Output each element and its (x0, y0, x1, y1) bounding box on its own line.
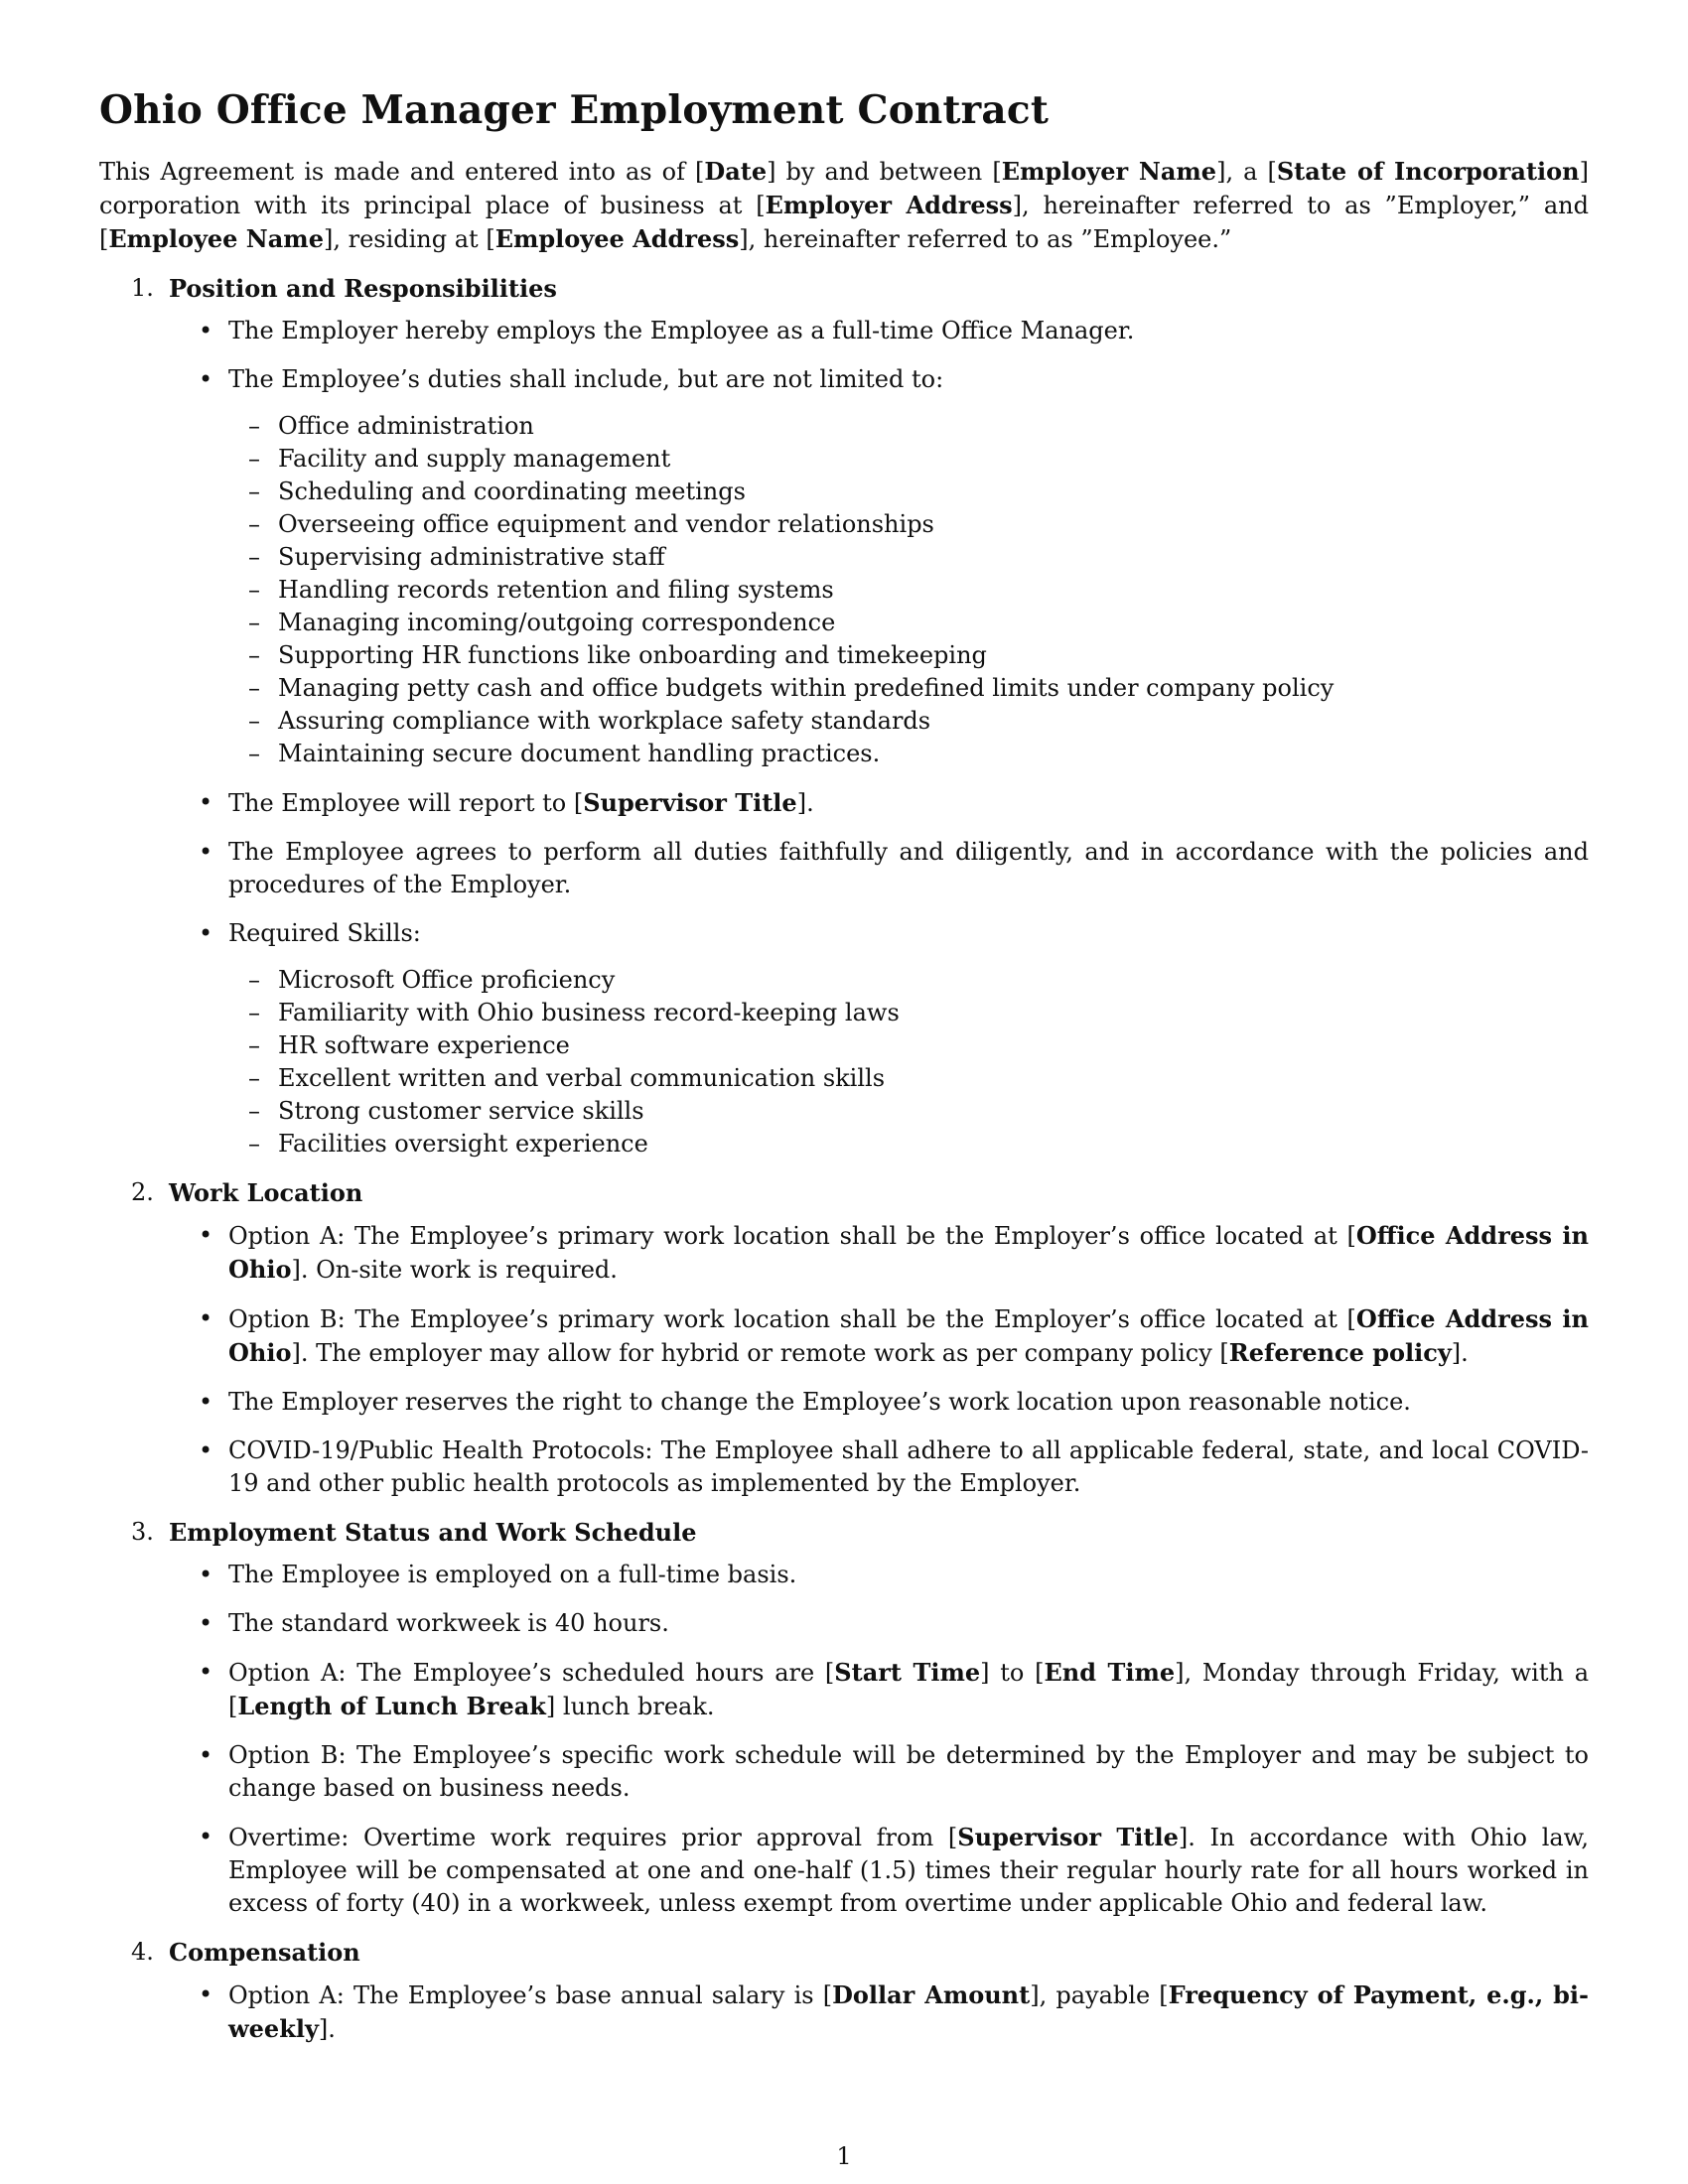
dash-marker: – (248, 510, 260, 538)
bullet-marker: • (199, 1221, 213, 1249)
dash-marker: – (248, 674, 260, 702)
text-run: The Employer reserves the right to change the Employee’s work location upon reasonable notice. (228, 1388, 1411, 1416)
bullet-text (228, 1981, 1589, 2043)
bullet-item (169, 1739, 1589, 1805)
bullet-list (169, 1979, 1589, 2046)
text-run: ], payable [ (1030, 1981, 1169, 2009)
bullet-marker: • (199, 838, 213, 866)
text-run: ]. (1451, 1339, 1469, 1367)
dash-item-text: Handling records retention and filing systems (278, 576, 834, 604)
dash-marker: – (248, 999, 260, 1026)
dash-item-text: Familiarity with Ohio business record-keeping laws (278, 999, 900, 1026)
bullet-item (169, 315, 1589, 347)
bullet-marker: • (199, 1658, 213, 1686)
text-run: ] lunch break. (545, 1693, 715, 1720)
bullet-item (169, 1219, 1589, 1287)
dash-marker: – (248, 966, 260, 994)
text-run: ]. In accordance with Ohio law, Employee will be compensated at one and one-half (1.5) times their regular hourly rate for all hours worked in excess of forty (40) in a workweek, unless exempt from overtime under applicable Ohio and federal law. (228, 1824, 1589, 1917)
text-run: Overtime: Overtime work requires prior approval from [ (228, 1824, 958, 1851)
dash-item-text: Assuring compliance with workplace safety standards (278, 707, 931, 735)
dash-item (228, 672, 1589, 705)
section-item (99, 1176, 1589, 1500)
placeholder-field: Start Time (834, 1658, 981, 1687)
dash-item (228, 541, 1589, 574)
dash-item (228, 443, 1589, 476)
placeholder-field: Employer Address (765, 191, 1013, 219)
section-item (99, 1936, 1589, 2046)
bullet-list (169, 315, 1589, 1160)
dash-marker: – (248, 412, 260, 440)
dash-item (228, 639, 1589, 672)
text-run: ]. On-site work is required. (291, 1256, 618, 1284)
dash-marker: – (248, 1097, 260, 1125)
dash-marker: – (248, 1064, 260, 1092)
placeholder-field: End Time (1044, 1658, 1176, 1687)
section-title: Position and Responsibilities (169, 274, 557, 303)
dash-marker: – (248, 740, 260, 767)
text-run: The standard workweek is 40 hours. (228, 1609, 669, 1637)
dash-item (228, 574, 1589, 607)
text-run: ]. The employer may allow for hybrid or remote work as per company policy [ (291, 1339, 1229, 1367)
bullet-item (169, 1302, 1589, 1370)
section-list (99, 272, 1589, 2046)
bullet-item (169, 1656, 1589, 1723)
section-title: Compensation (169, 1938, 360, 1967)
text-run: Option A: The Employee’s base annual salary is [ (228, 1981, 833, 2009)
bullet-marker: • (199, 317, 213, 344)
bullet-item (169, 363, 1589, 770)
text-run: ]. (796, 789, 814, 817)
bullet-marker: • (199, 1609, 213, 1637)
dash-item-text: Managing incoming/outgoing correspondence (278, 609, 836, 636)
text-run: COVID-19/Public Health Protocols: The Employee shall adhere to all applicable federal, state, and local COVID-19 and other public health protocols as implemented by the Employer. (228, 1436, 1589, 1497)
bullet-item (169, 1821, 1589, 1920)
placeholder-field: Office Address in Ohio (228, 1304, 1589, 1367)
document-body (99, 87, 1589, 2062)
text-run: The Employee agrees to perform all duties faithfully and diligently, and in accordance with the policies and procedures of the Employer. (228, 838, 1589, 898)
bullet-marker: • (199, 1823, 213, 1850)
bullet-item (169, 917, 1589, 1160)
bullet-marker: • (199, 1561, 213, 1588)
bullet-text (228, 1388, 1411, 1416)
bullet-list (169, 1559, 1589, 1920)
dash-marker: – (248, 543, 260, 571)
dash-marker: – (248, 1031, 260, 1059)
bullet-text (228, 919, 421, 947)
text-run: The Employee will report to [ (228, 789, 584, 817)
placeholder-field: State of Incorporation (1276, 157, 1580, 186)
dash-item-text: HR software experience (278, 1031, 570, 1059)
section-number: 3. (131, 1518, 154, 1546)
placeholder-field: Supervisor Title (957, 1823, 1179, 1851)
dash-marker: – (248, 576, 260, 604)
dash-list (228, 964, 1589, 1160)
section-number: 2. (131, 1178, 154, 1206)
bullet-item (169, 786, 1589, 820)
page-number: 1 (836, 2142, 852, 2170)
text-run: ], a [ (1216, 158, 1277, 186)
bullet-text (228, 789, 814, 817)
bullet-item (169, 836, 1589, 901)
dash-item-text: Office administration (278, 412, 534, 440)
text-run: Option A: The Employee’s scheduled hours are [ (228, 1659, 835, 1687)
dash-item (228, 1062, 1589, 1095)
section-item (99, 272, 1589, 1160)
dash-item-text: Supervising administrative staff (278, 543, 665, 571)
dash-item-text: Strong customer service skills (278, 1097, 644, 1125)
dash-item-text: Overseeing office equipment and vendor relationships (278, 510, 934, 538)
placeholder-field: Employer Name (1001, 157, 1217, 186)
placeholder-field: Supervisor Title (583, 788, 797, 817)
text-run: ] corporation with its principal place of business at [ (99, 158, 1590, 219)
text-run: ], Monday through Friday, with a [ (228, 1659, 1590, 1720)
bullet-item (169, 1559, 1589, 1591)
bullet-item (169, 1979, 1589, 2046)
placeholder-field: Length of Lunch Break (237, 1692, 546, 1720)
dash-item-text: Scheduling and coordinating meetings (278, 478, 746, 505)
bullet-text (228, 1436, 1589, 1497)
dash-marker: – (248, 478, 260, 505)
bullet-text (228, 1609, 669, 1637)
bullet-text (228, 1305, 1589, 1367)
bullet-marker: • (199, 788, 213, 816)
section-item (99, 1516, 1589, 1920)
bullet-marker: • (199, 919, 213, 947)
bullet-marker: • (199, 1980, 213, 2008)
dash-list (228, 410, 1589, 770)
dash-item-text: Facility and supply management (278, 445, 671, 473)
section-title: Work Location (169, 1178, 363, 1207)
dash-item (228, 1128, 1589, 1160)
text-run: ] by and between [ (767, 158, 1002, 186)
bullet-marker: • (199, 365, 213, 393)
text-run: Option B: The Employee’s specific work schedule will be determined by the Employer and may be subject to change based on business needs. (228, 1741, 1589, 1802)
text-run: Option B: The Employee’s primary work location shall be the Employer’s office located at [ (228, 1305, 1356, 1333)
placeholder-field: Frequency of Payment, e.g., bi-weekly (228, 1980, 1589, 2043)
placeholder-field: Employee Name (108, 224, 324, 253)
dash-item-text: Supporting HR functions like onboarding and timekeeping (278, 641, 987, 669)
text-run: This Agreement is made and entered into as of [ (99, 158, 705, 186)
bullet-text (228, 317, 1134, 344)
text-run: Option A: The Employee’s primary work location shall be the Employer’s office located at [ (228, 1222, 1356, 1250)
dash-item (228, 1095, 1589, 1128)
placeholder-field: Office Address in Ohio (228, 1221, 1589, 1284)
text-run: The Employee’s duties shall include, but are not limited to: (228, 365, 944, 393)
text-run: The Employee is employed on a full-time basis. (228, 1561, 797, 1588)
dash-item (228, 705, 1589, 738)
dash-item (228, 964, 1589, 997)
text-run: Required Skills: (228, 919, 421, 947)
dash-item (228, 1029, 1589, 1062)
dash-item (228, 476, 1589, 508)
bullet-item (169, 1434, 1589, 1500)
bullet-marker: • (199, 1436, 213, 1464)
bullet-text (228, 1222, 1589, 1284)
dash-item (228, 607, 1589, 639)
dash-item (228, 410, 1589, 443)
bullet-text (228, 1824, 1589, 1917)
bullet-item (169, 1607, 1589, 1640)
section-number: 1. (131, 274, 154, 302)
section-title: Employment Status and Work Schedule (169, 1518, 697, 1547)
document-title: Ohio Office Manager Employment Contract (99, 87, 1050, 133)
dash-marker: – (248, 609, 260, 636)
placeholder-field: Dollar Amount (832, 1980, 1031, 2009)
text-run: ], residing at [ (323, 225, 495, 253)
bullet-text (228, 365, 943, 393)
text-run: ], hereinafter referred to as ”Employee.” (739, 225, 1232, 253)
bullet-item (169, 1386, 1589, 1419)
dash-item-text: Maintaining secure document handling practices. (278, 740, 881, 767)
dash-item-text: Managing petty cash and office budgets within predefined limits under company policy (278, 674, 1335, 702)
dash-item-text: Facilities oversight experience (278, 1130, 648, 1158)
dash-item (228, 508, 1589, 541)
dash-item (228, 738, 1589, 770)
text-run: ] to [ (980, 1659, 1045, 1687)
bullet-text (228, 838, 1589, 898)
text-run: The Employer hereby employs the Employee as a full-time Office Manager. (228, 317, 1135, 344)
placeholder-field: Date (704, 157, 768, 186)
section-number: 4. (131, 1938, 154, 1966)
bullet-marker: • (199, 1741, 213, 1769)
dash-marker: – (248, 641, 260, 669)
dash-item-text: Excellent written and verbal communication skills (278, 1064, 886, 1092)
text-run: ], hereinafter referred to as ”Employer,” and [ (99, 192, 1589, 253)
dash-item (228, 997, 1589, 1029)
dash-marker: – (248, 445, 260, 473)
bullet-list (169, 1219, 1589, 1500)
bullet-text (228, 1561, 796, 1588)
placeholder-field: Employee Address (494, 224, 740, 253)
placeholder-field: Reference policy (1228, 1338, 1452, 1367)
bullet-marker: • (199, 1388, 213, 1416)
dash-marker: – (248, 707, 260, 735)
dash-item-text: Microsoft Office proficiency (278, 966, 616, 994)
bullet-marker: • (199, 1304, 213, 1332)
text-run: ]. (318, 2015, 336, 2043)
dash-marker: – (248, 1130, 260, 1158)
bullet-text (228, 1741, 1589, 1802)
bullet-text (228, 1659, 1589, 1720)
intro-paragraph (99, 155, 1589, 256)
